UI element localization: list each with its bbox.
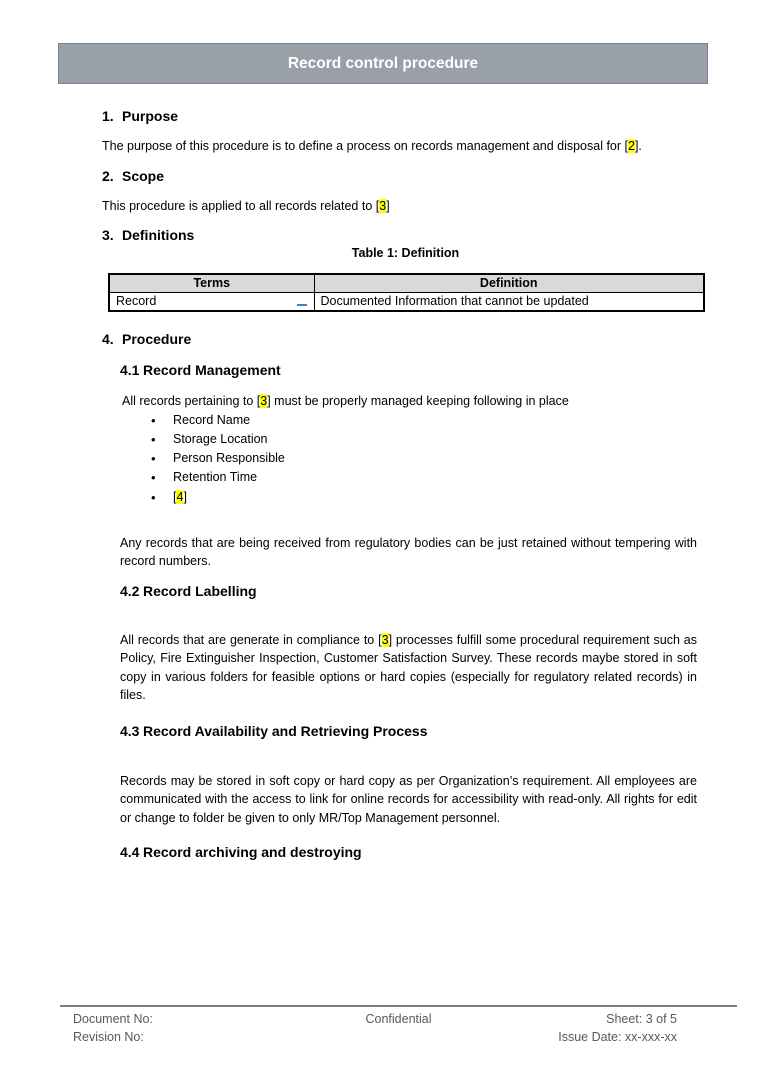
paragraph-text: ] bbox=[183, 489, 187, 504]
heading-record-management bbox=[120, 362, 697, 379]
list-item: • Retention Time bbox=[102, 468, 697, 487]
regulatory-records-paragraph: Any records that are being received from regulatory bodies can be just retained without tempering with record numbers. bbox=[120, 535, 697, 569]
heading-number: 4.4 bbox=[120, 844, 140, 861]
paragraph-text: ]. bbox=[634, 139, 642, 153]
list-item-placeholder bbox=[102, 488, 697, 507]
confidential-label: Confidential bbox=[365, 1012, 432, 1026]
paragraph-text: ] processes fulfill some procedural requirement such as Policy, Fire Extinguisher Inspection, Customer Satisfaction Survey. These records maybe stored in soft copy in various folders for feasible options or hard copies (especially for regulatory related records) in files. bbox=[120, 632, 697, 703]
record-availability-paragraph: Records may be stored in soft copy or hard copy as per Organization’s requirement. All employees are communicated with the access to link for online records for accessibility with read-only. All rights for edit or change to folder be given to only MR/Top Management personnel. bbox=[120, 773, 697, 825]
document-title-banner bbox=[58, 43, 708, 84]
placeholder-highlight: 4 bbox=[176, 489, 184, 504]
placeholder-highlight: 3 bbox=[260, 394, 268, 408]
heading-number: 4.3 bbox=[120, 722, 140, 739]
document-no-label: Document No: bbox=[73, 1012, 153, 1026]
heading-definitions bbox=[102, 227, 697, 243]
paragraph-text: All records pertaining to [ bbox=[122, 394, 261, 408]
tracked-change-marker-icon bbox=[297, 299, 307, 306]
heading-number: 2. bbox=[102, 167, 114, 184]
heading-record-labelling bbox=[120, 583, 697, 600]
placeholder-highlight: 2 bbox=[628, 139, 635, 153]
scope-paragraph bbox=[102, 197, 697, 216]
record-management-paragraph bbox=[122, 392, 697, 411]
table-row bbox=[109, 292, 704, 311]
heading-text: Procedure bbox=[122, 331, 192, 347]
table-cell-definition: Documented Information that cannot be updated bbox=[314, 292, 704, 311]
heading-number: 3. bbox=[102, 227, 114, 243]
column-header-terms: Terms bbox=[109, 274, 314, 292]
heading-record-archiving bbox=[120, 844, 697, 861]
heading-text: Record Management bbox=[143, 362, 281, 378]
heading-text: Record archiving and destroying bbox=[143, 844, 362, 861]
heading-purpose bbox=[102, 108, 697, 124]
definitions-table bbox=[108, 273, 705, 312]
placeholder-highlight: 3 bbox=[379, 198, 387, 213]
record-management-list bbox=[102, 411, 697, 507]
document-body bbox=[102, 108, 697, 861]
footer-right bbox=[507, 1010, 737, 1046]
heading-scope bbox=[102, 168, 697, 184]
column-header-definition: Definition bbox=[314, 274, 704, 292]
table-cell-term bbox=[109, 292, 314, 311]
list-item: • Storage Location bbox=[102, 430, 697, 449]
heading-number: 4.2 bbox=[120, 582, 140, 599]
paragraph-text: ] bbox=[386, 198, 390, 213]
document-page bbox=[0, 43, 764, 1083]
paragraph-text: The purpose of this procedure is to define a process on records management and disposal for [ bbox=[102, 139, 628, 153]
term-text: Record bbox=[116, 293, 157, 308]
heading-text: Scope bbox=[122, 167, 165, 184]
heading-text: Record Labelling bbox=[143, 582, 257, 599]
heading-text: Purpose bbox=[122, 108, 179, 124]
purpose-paragraph bbox=[102, 137, 697, 156]
sheet-label: Sheet: 3 of 5 bbox=[606, 1012, 677, 1026]
paragraph-text: [ bbox=[173, 489, 177, 504]
document-title: Record control procedure bbox=[287, 54, 479, 72]
table-header-row bbox=[109, 274, 704, 292]
footer-left bbox=[60, 1010, 290, 1046]
revision-no-label: Revision No: bbox=[73, 1030, 144, 1044]
heading-procedure bbox=[102, 331, 697, 347]
heading-record-availability bbox=[120, 723, 697, 740]
table-caption: Table 1: Definition bbox=[351, 246, 460, 260]
heading-text: Record Availability and Retrieving Process bbox=[143, 722, 428, 739]
list-item: • Person Responsible bbox=[102, 449, 697, 468]
record-labelling-paragraph bbox=[120, 631, 697, 705]
paragraph-text: This procedure is applied to all records related to [ bbox=[102, 198, 380, 213]
paragraph-text: All records that are generate in compliance to [ bbox=[120, 632, 382, 647]
heading-number: 1. bbox=[102, 108, 114, 124]
paragraph-text: ] must be properly managed keeping following in place bbox=[267, 394, 569, 408]
issue-date-label: Issue Date: xx-xxx-xx bbox=[558, 1030, 677, 1044]
list-item: • Record Name bbox=[102, 411, 697, 430]
heading-number: 4. bbox=[102, 331, 114, 347]
placeholder-highlight: 3 bbox=[381, 632, 389, 647]
heading-text: Definitions bbox=[122, 227, 195, 243]
heading-number: 4.1 bbox=[120, 362, 140, 378]
